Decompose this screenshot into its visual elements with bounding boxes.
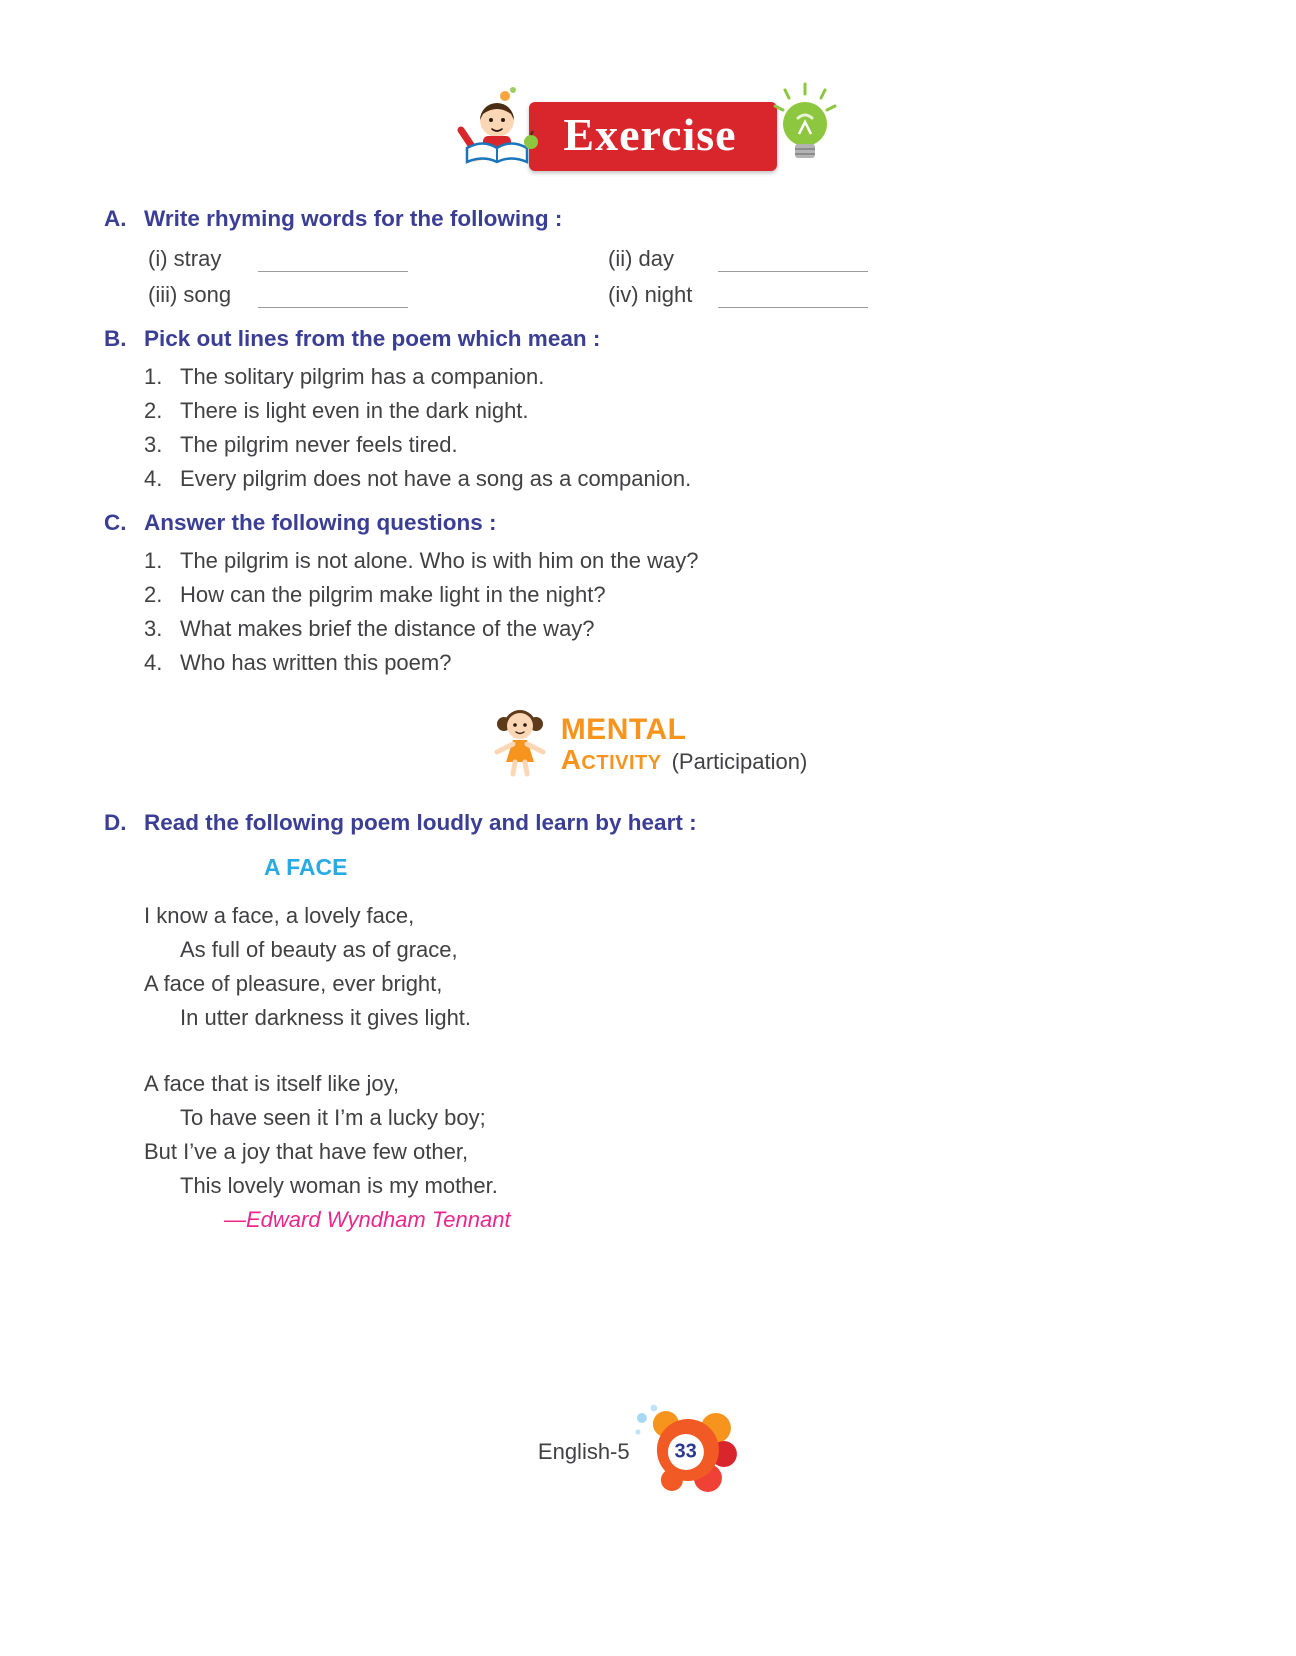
list-item (144, 550, 1192, 572)
item-text: How can the pilgrim make light in the night? (180, 582, 606, 607)
answer-blank-iv (718, 288, 868, 308)
item-number: 4. (144, 650, 163, 675)
rhyme-item-ii (608, 246, 1192, 272)
mental-activity-text (561, 714, 808, 775)
item-number: 3. (144, 432, 163, 457)
item-text: The pilgrim never feels tired. (180, 432, 458, 457)
item-number: 2. (144, 398, 163, 423)
list-item (144, 584, 1192, 606)
rhyme-label-iv: (iv) night (608, 282, 693, 307)
section-a-title: Write rhyming words for the following : (144, 206, 563, 231)
section-b-heading (104, 326, 1192, 352)
section-b-list (144, 366, 1192, 490)
list-item (144, 400, 1192, 422)
answer-blank-i (258, 252, 408, 272)
item-text: Every pilgrim does not have a song as a companion. (180, 466, 692, 491)
mental-activity-badge (104, 704, 1192, 784)
item-text: What makes brief the distance of the way? (180, 616, 595, 641)
item-text: Who has written this poem? (180, 650, 452, 675)
list-item (144, 468, 1192, 490)
section-c (104, 510, 1192, 674)
exercise-banner-badge (529, 102, 776, 171)
poem-line: I know a face, a lovely face, (144, 903, 415, 928)
item-number: 1. (144, 548, 163, 573)
girl-icon (489, 704, 551, 784)
poem-a-face (144, 854, 1192, 1237)
item-number: 2. (144, 582, 163, 607)
section-d-letter: D. (104, 810, 127, 835)
item-number: 4. (144, 466, 163, 491)
rhyme-label-iii: (iii) song (148, 282, 232, 307)
section-d-title: Read the following poem loudly and learn by heart : (144, 810, 697, 835)
page-footer (538, 1392, 750, 1504)
mental-activity-word2: Activity (560, 744, 662, 776)
item-text: There is light even in the dark night. (180, 398, 529, 423)
poem-line: As full of beauty as of grace, (180, 937, 458, 962)
list-item (144, 652, 1192, 674)
boy-reading-icon (447, 82, 551, 184)
section-c-letter: C. (104, 510, 127, 535)
list-item (144, 618, 1192, 640)
poem-line: This lovely woman is my mother. (180, 1173, 498, 1198)
poem-line: But I’ve a joy that have few other, (144, 1139, 469, 1164)
rhyme-item-iii (148, 282, 608, 308)
poem-author: —Edward Wyndham Tennant (224, 1207, 511, 1232)
exercise-banner-title: Exercise (563, 108, 737, 160)
section-b-title: Pick out lines from the poem which mean : (144, 326, 601, 351)
page-number-blob (626, 1392, 750, 1504)
section-a-letter: A. (104, 206, 127, 231)
item-number: 1. (144, 364, 163, 389)
section-c-heading (104, 510, 1192, 536)
rhyme-item-iv (608, 282, 1192, 308)
mental-activity-note: (Participation) (671, 749, 808, 775)
rhyming-words-grid (148, 246, 1192, 308)
answer-blank-ii (718, 252, 868, 272)
section-d (104, 810, 1192, 1237)
section-d-heading (104, 810, 1192, 836)
exercise-banner (104, 0, 1192, 180)
lightbulb-icon (761, 76, 849, 178)
poem-line: A face of pleasure, ever bright, (144, 971, 443, 996)
item-text: The pilgrim is not alone. Who is with him on the way? (180, 548, 699, 573)
poem-line: To have seen it I’m a lucky boy; (180, 1105, 486, 1130)
footer-book-title: English-5 (537, 1439, 630, 1464)
list-item (144, 366, 1192, 388)
section-c-list (144, 550, 1192, 674)
rhyme-item-i (148, 246, 608, 272)
section-c-title: Answer the following questions : (144, 510, 497, 535)
section-a-heading (104, 206, 1192, 232)
rhyme-label-i: (i) stray (148, 246, 222, 271)
poem-line: A face that is itself like joy, (144, 1071, 400, 1096)
poem-title: A FACE (264, 854, 348, 880)
rhyme-label-ii: (ii) day (608, 246, 675, 271)
section-a (104, 206, 1192, 308)
list-item (144, 434, 1192, 456)
page-number: 33 (674, 1440, 697, 1463)
stanza-gap (144, 1035, 1192, 1067)
poem-line: In utter darkness it gives light. (180, 1005, 472, 1030)
item-text: The solitary pilgrim has a companion. (180, 364, 545, 389)
mental-activity-word1: MENTAL (560, 712, 687, 746)
section-b-letter: B. (104, 326, 127, 351)
section-b (104, 326, 1192, 490)
answer-blank-iii (258, 288, 408, 308)
item-number: 3. (144, 616, 163, 641)
